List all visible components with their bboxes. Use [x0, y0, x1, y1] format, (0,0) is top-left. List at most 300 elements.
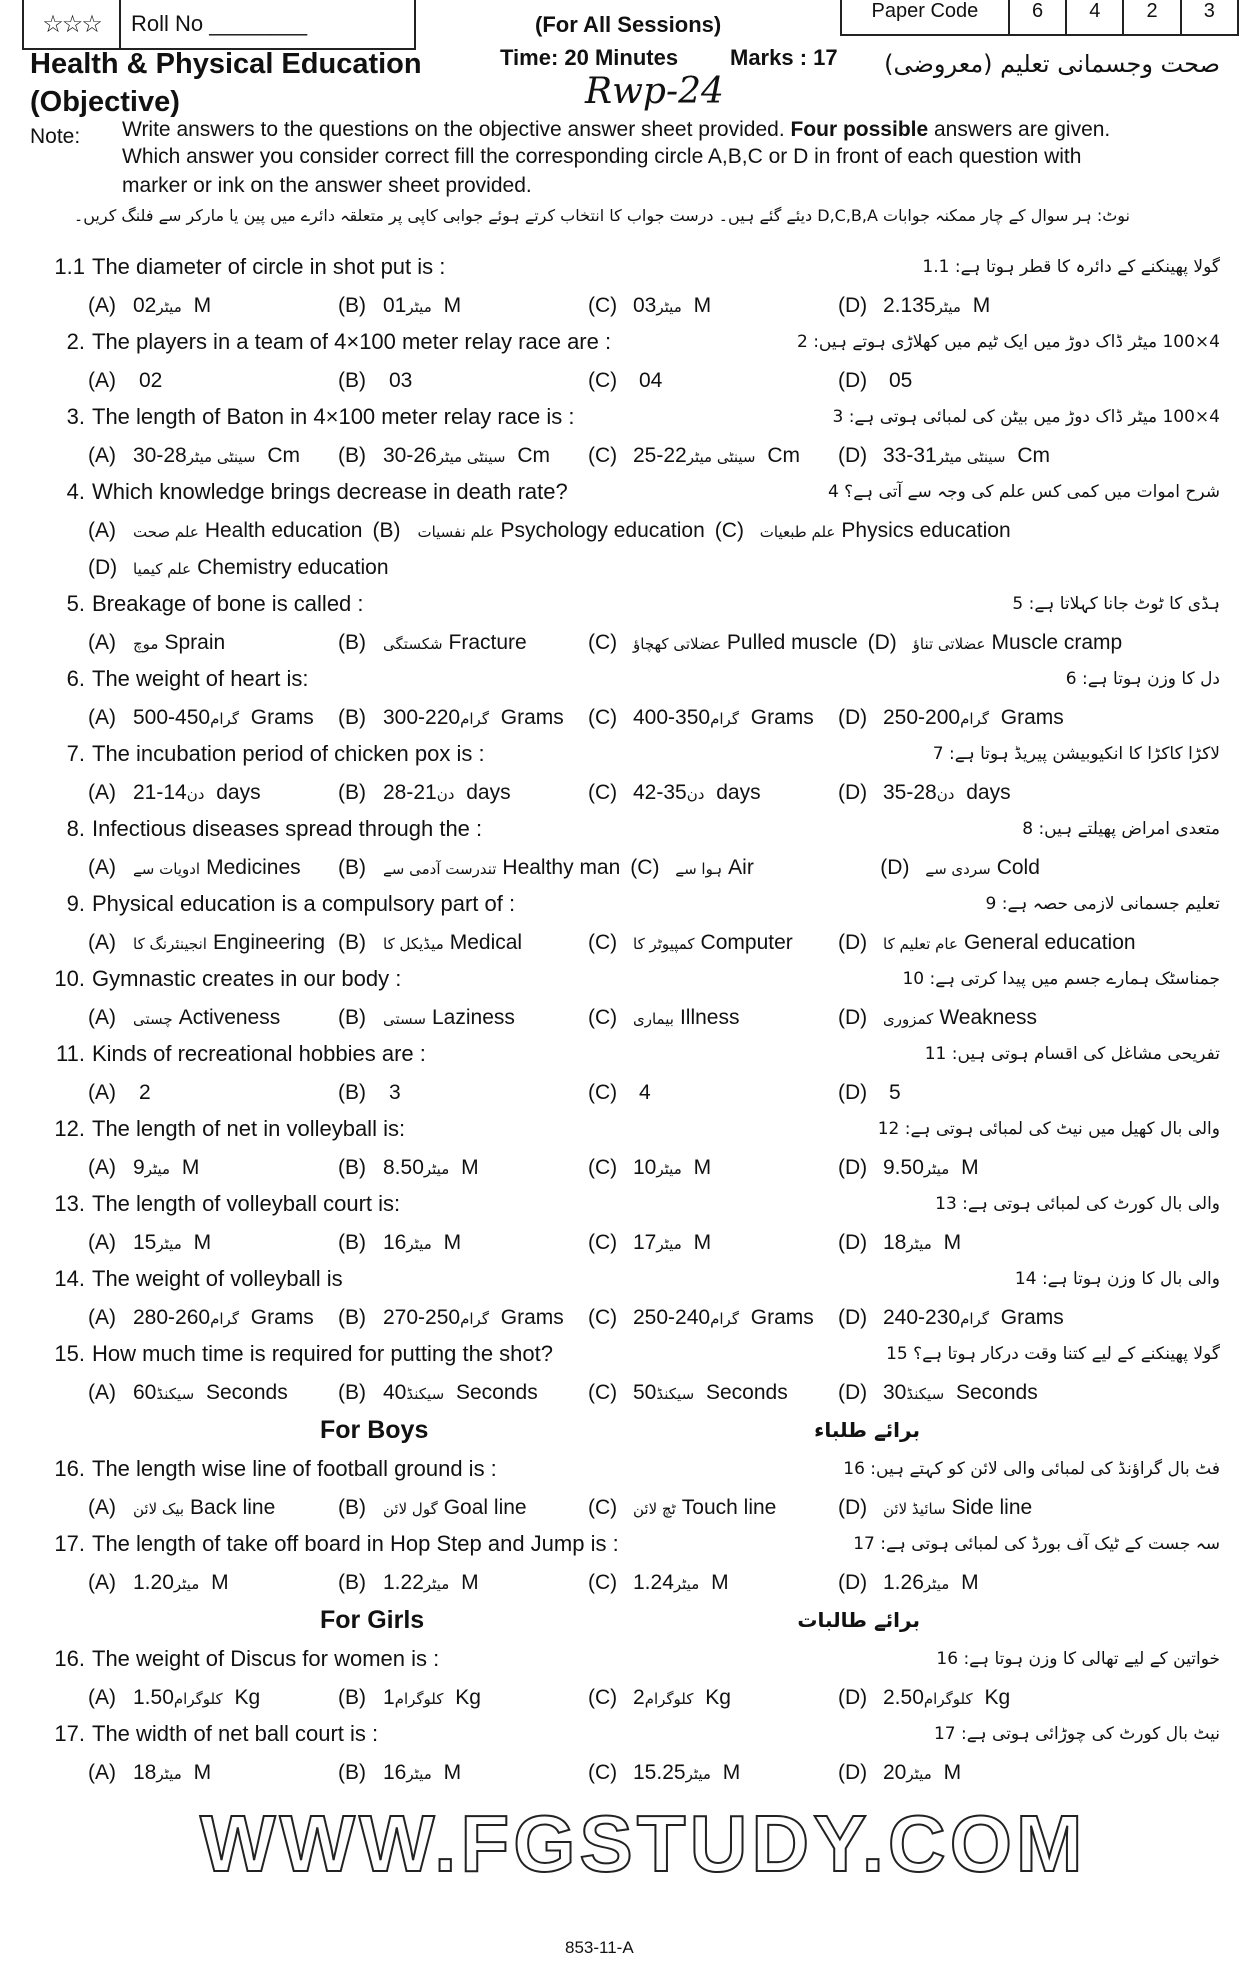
- options: [88, 1375, 1230, 1412]
- urdu-note: نوٹ: ہر سوال کے چار ممکنہ جوابات D,C,B,A دیئے گئے ہیں۔ درست جواب کا انتخاب کرتے ہوئے جوابی کاپی پر متعلقہ دائرے میں پین یا مارکر سے فلنگ کریں۔: [73, 206, 1130, 225]
- option-letter: (D): [838, 1381, 868, 1404]
- option-letter: (C): [588, 1306, 618, 1329]
- option-letter: (D): [838, 1496, 868, 1519]
- option-letter: (B): [338, 1231, 366, 1254]
- question-line: [0, 475, 1250, 513]
- option-text: Laziness: [431, 1006, 515, 1029]
- option: [338, 363, 578, 400]
- question-urdu: خواتین کے لیے تھالی کا وزن ہوتا ہے: 16: [936, 1649, 1220, 1669]
- option: [838, 1565, 1078, 1602]
- option-text: 250-270 Grams: [383, 1306, 564, 1329]
- option-urdu: میٹر: [906, 1765, 932, 1783]
- option-letter: (D): [838, 294, 868, 317]
- option-text: 220-300 Grams: [383, 706, 564, 729]
- option-urdu: میٹر: [156, 1235, 182, 1253]
- options: [88, 925, 1230, 962]
- option: [588, 1075, 828, 1112]
- option-text: 9.50 M: [883, 1156, 979, 1179]
- note-line-2: Which answer you consider correct fill the corresponding circle A,B,C or D in front of each question with: [122, 145, 1082, 168]
- option-text: 3: [389, 1081, 401, 1104]
- option-text: 04: [639, 369, 663, 392]
- option: [588, 1300, 828, 1337]
- paper-code-digit: 4: [1065, 0, 1122, 34]
- question-number: 16.: [54, 1456, 85, 1481]
- option-urdu: کلوگرام: [923, 1690, 973, 1708]
- question-line: [0, 325, 1250, 363]
- option-letter: (C): [588, 369, 618, 392]
- option-urdu: سینٹی میٹر: [686, 448, 756, 466]
- question-number: 1.1: [54, 254, 85, 279]
- option: [88, 363, 328, 400]
- option-urdu: سردی سے: [925, 860, 991, 878]
- option-text: Medicines: [206, 856, 301, 879]
- option: [88, 1565, 328, 1602]
- option-letter: (C): [588, 1156, 618, 1179]
- option: [838, 1075, 1078, 1112]
- question-number: 5.: [66, 591, 85, 616]
- options: [88, 850, 1230, 887]
- option-urdu: بیک لائن: [133, 1500, 185, 1518]
- question-text: The incubation period of chicken pox is :: [92, 741, 485, 766]
- option-urdu: میٹر: [156, 298, 182, 316]
- option-text: 26-30 Cm: [383, 444, 551, 467]
- option-text: Touch line: [681, 1496, 777, 1519]
- option: [838, 700, 1078, 737]
- option: [88, 550, 389, 587]
- section-urdu: برائے طالبات: [797, 1608, 920, 1632]
- question-urdu: متعدی امراض پھیلتے ہیں: 8: [1022, 819, 1220, 839]
- option-urdu: علم کیمیا: [133, 560, 192, 578]
- option-letter: (D): [838, 1006, 868, 1029]
- question-urdu: 4×100 میٹر ڈاک دوڑ میں ایک ٹیم میں کھلاڑی ہوتے ہیں: 2: [796, 332, 1220, 352]
- question-text: The width of net ball court is :: [92, 1721, 379, 1746]
- option-urdu: دن: [186, 785, 205, 803]
- option-text: Illness: [679, 1006, 740, 1029]
- question-text: Breakage of bone is called :: [92, 591, 364, 616]
- question-text: Which knowledge brings decrease in death rate?: [92, 479, 568, 504]
- option: [338, 1075, 578, 1112]
- option: [88, 1225, 328, 1262]
- urdu-title: صحت وجسمانی تعلیم (معروضی): [884, 50, 1220, 78]
- option-text: Fracture: [448, 631, 527, 654]
- question-number: 9.: [66, 891, 85, 916]
- question-text: The weight of Discus for women is :: [92, 1646, 440, 1671]
- option-urdu: میٹر: [673, 1575, 700, 1593]
- question-urdu: شرح اموات میں کمی کس علم کی وجہ سے آتی ہے؟ 4: [827, 482, 1220, 502]
- option-text: 10 M: [633, 1156, 712, 1179]
- options: [88, 1300, 1230, 1337]
- option-urdu: ٹچ لائن: [633, 1500, 676, 1518]
- option-text: 1.20 M: [133, 1571, 229, 1594]
- option: [88, 700, 328, 737]
- option-letter: (B): [372, 519, 401, 542]
- question-text: The diameter of circle in shot put is :: [92, 254, 446, 279]
- option-text: Chemistry education: [197, 556, 389, 579]
- question-urdu: گولا پھینکنے کے دائرہ کا قطر ہوتا ہے: 1.1: [922, 257, 1220, 277]
- option-urdu: میڈیکل کا: [383, 935, 444, 953]
- options: [88, 363, 1230, 400]
- option-letter: (B): [338, 1761, 366, 1784]
- option-text: 260-280 Grams: [133, 1306, 314, 1329]
- question-line: [0, 250, 1250, 288]
- page-subtitle: (Objective): [30, 86, 180, 118]
- option-urdu: میٹر: [423, 1160, 450, 1178]
- option-text: 2: [139, 1081, 151, 1104]
- option-urdu: میٹر: [685, 1765, 711, 1783]
- watermark: WWW.FGSTUDY.COM: [200, 1799, 1087, 1888]
- option-urdu: دن: [686, 785, 705, 803]
- option-text: Side line: [951, 1496, 1033, 1519]
- option: [338, 1375, 578, 1412]
- section-title: For Girls: [320, 1606, 425, 1634]
- option: [338, 438, 578, 475]
- question: [0, 887, 1250, 962]
- question-number: 8.: [66, 816, 85, 841]
- option-urdu: کلوگرام: [173, 1690, 223, 1708]
- option-letter: (B): [338, 1081, 366, 1104]
- options: [88, 700, 1230, 737]
- option-text: Muscle cramp: [991, 631, 1123, 654]
- option-letter: (A): [88, 781, 116, 804]
- option-text: 15.25 M: [633, 1761, 741, 1784]
- option-text: Weakness: [939, 1006, 1037, 1029]
- question-line: [0, 1642, 1250, 1680]
- question-number: 17.: [54, 1531, 85, 1556]
- option: [838, 1680, 1078, 1717]
- options: [88, 625, 1230, 662]
- option-text: 50 Seconds: [633, 1381, 788, 1404]
- question-text: The weight of heart is:: [92, 666, 309, 691]
- option: [715, 513, 1011, 550]
- option-text: 31-33 Cm: [883, 444, 1051, 467]
- option-text: 14-21 days: [133, 781, 261, 804]
- option: [88, 1680, 328, 1717]
- option-text: 21-28 days: [383, 781, 511, 804]
- option-letter: (C): [588, 294, 618, 317]
- option-letter: (B): [338, 706, 366, 729]
- question: [0, 812, 1250, 887]
- option-text: 01 M: [383, 294, 462, 317]
- question: [0, 587, 1250, 662]
- question-text: Gymnastic creates in our body :: [92, 966, 402, 991]
- option-text: 02: [139, 369, 163, 392]
- question-number: 13.: [54, 1191, 85, 1216]
- option-text: 9 M: [133, 1156, 200, 1179]
- question-line: [0, 737, 1250, 775]
- question-urdu: 4×100 میٹر ڈاک دوڑ میں بیٹن کی لمبائی ہوتی ہے: 3: [832, 407, 1220, 427]
- option-text: Activeness: [178, 1006, 281, 1029]
- option: [88, 513, 362, 550]
- option-urdu: میٹر: [906, 1235, 932, 1253]
- option-urdu: گرام: [210, 1310, 239, 1328]
- question-text: Physical education is a compulsory part of :: [92, 891, 516, 916]
- question: [0, 1717, 1250, 1792]
- option-urdu: ہوا سے: [675, 860, 723, 878]
- option: [338, 1225, 578, 1262]
- question: [0, 250, 1250, 325]
- question: [0, 1037, 1250, 1112]
- option: [88, 1300, 328, 1337]
- option: [338, 1565, 578, 1602]
- option: [88, 1490, 328, 1527]
- option: [588, 1150, 828, 1187]
- option: [838, 1300, 1078, 1337]
- option-letter: (D): [867, 631, 897, 654]
- question-text: How much time is required for putting the shot?: [92, 1341, 554, 1366]
- option: [88, 438, 328, 475]
- option-urdu: سیکنڈ: [406, 1385, 445, 1403]
- option-letter: (B): [338, 781, 366, 804]
- option-text: Computer: [700, 931, 793, 954]
- option-letter: (A): [88, 519, 116, 542]
- paper-code-label: Paper Code: [871, 0, 979, 22]
- option: [338, 925, 578, 962]
- option-urdu: عضلاتی تناؤ: [912, 635, 986, 653]
- option-letter: (C): [588, 706, 618, 729]
- option-letter: (A): [88, 1156, 116, 1179]
- option-letter: (D): [838, 1306, 868, 1329]
- option-text: 16 M: [383, 1231, 462, 1254]
- option-text: Cold: [996, 856, 1040, 879]
- option-letter: (A): [88, 444, 116, 467]
- question-urdu: فٹ بال گراؤنڈ کی لمبائی والی لائن کو کہتے ہیں: 16: [843, 1459, 1220, 1479]
- option-letter: (B): [338, 1686, 366, 1709]
- question-number: 7.: [66, 741, 85, 766]
- option-text: Sprain: [164, 631, 226, 654]
- options: [88, 1150, 1230, 1187]
- option-letter: (D): [838, 1761, 868, 1784]
- option-urdu: گول لائن: [383, 1500, 438, 1518]
- option-urdu: میٹر: [923, 1160, 950, 1178]
- question: [0, 475, 1250, 587]
- option: [88, 850, 328, 887]
- paper-code-box: [840, 0, 1239, 36]
- question-line: [0, 1037, 1250, 1075]
- question-urdu: تعلیم جسمانی لازمی حصہ ہے: 9: [985, 894, 1220, 914]
- section-heading-boys: [0, 1412, 1250, 1452]
- option-letter: (D): [838, 1231, 868, 1254]
- section-title: For Boys: [320, 1416, 429, 1444]
- option: [838, 438, 1078, 475]
- option: [588, 625, 858, 662]
- section-heading-girls: [0, 1602, 1250, 1642]
- option: [88, 1150, 328, 1187]
- option-text: Psychology education: [500, 519, 705, 542]
- option-letter: (D): [838, 1571, 868, 1594]
- question-urdu: دل کا وزن ہوتا ہے: 6: [1065, 669, 1220, 689]
- option: [880, 850, 1120, 887]
- handwritten-code: Rwp-24: [585, 71, 724, 112]
- option-urdu: میٹر: [173, 1575, 200, 1593]
- option: [588, 1375, 828, 1412]
- options: [88, 1490, 1230, 1527]
- option-urdu: علم صحت: [133, 523, 199, 541]
- option-text: 4: [639, 1081, 651, 1104]
- option-text: 1.50 Kg: [133, 1686, 261, 1709]
- option: [838, 1490, 1078, 1527]
- question-text: The length of take off board in Hop Step and Jump is :: [92, 1531, 619, 1556]
- option-text: 5: [889, 1081, 901, 1104]
- option-letter: (C): [588, 1381, 618, 1404]
- question-text: The players in a team of 4×100 meter relay race are :: [92, 329, 612, 354]
- option-urdu: موچ: [133, 635, 159, 653]
- option-urdu: سیکنڈ: [906, 1385, 945, 1403]
- option-text: 2 Kg: [633, 1686, 731, 1709]
- option: [588, 775, 828, 812]
- option-text: 1.24 M: [633, 1571, 729, 1594]
- option-letter: (D): [880, 856, 910, 879]
- option-text: 35-42 days: [633, 781, 761, 804]
- option: [588, 925, 828, 962]
- options: [88, 1225, 1230, 1262]
- option-urdu: کلوگرام: [644, 1690, 694, 1708]
- option: [588, 1565, 828, 1602]
- note-text: Write answers to the questions on the objective answer sheet provided.: [122, 118, 791, 141]
- option-text: 05: [889, 369, 913, 392]
- option-urdu: گرام: [710, 1310, 739, 1328]
- option-urdu: چستی: [133, 1010, 173, 1028]
- note-text: answers are given.: [928, 118, 1111, 141]
- option-urdu: میٹر: [406, 1765, 432, 1783]
- question: [0, 1262, 1250, 1337]
- paper-code-digit: 6: [1008, 0, 1065, 34]
- option-urdu: عام تعلیم کا: [883, 935, 958, 953]
- marks: Marks : 17: [730, 45, 838, 70]
- option-letter: (B): [338, 1381, 366, 1404]
- option-urdu: گرام: [960, 710, 989, 728]
- footer-code: 853-11-A: [565, 1938, 634, 1957]
- option-text: 200-250 Grams: [883, 706, 1064, 729]
- question-urdu: گولا پھینکنے کے لیے کتنا وقت درکار ہوتا ہے؟ 15: [886, 1344, 1220, 1364]
- question-line: [0, 400, 1250, 438]
- option: [588, 1490, 828, 1527]
- option-text: 240-250 Grams: [633, 1306, 814, 1329]
- question-line: [0, 812, 1250, 850]
- option-letter: (D): [838, 369, 868, 392]
- option-urdu: سیکنڈ: [156, 1385, 195, 1403]
- note-bold: Four possible: [790, 118, 929, 141]
- option: [338, 288, 578, 325]
- option-urdu: کلوگرام: [394, 1690, 444, 1708]
- note-label: Note:: [30, 125, 81, 148]
- option-urdu: میٹر: [935, 298, 961, 316]
- option-urdu: کمپیوٹر کا: [633, 935, 695, 953]
- option-letter: (A): [88, 1381, 116, 1404]
- option-letter: (C): [714, 519, 744, 542]
- question-line: [0, 1452, 1250, 1490]
- option-letter: (A): [88, 856, 116, 879]
- option-text: 8.50 M: [383, 1156, 479, 1179]
- options: [88, 288, 1230, 325]
- option-text: 350-400 Grams: [633, 706, 814, 729]
- option-letter: (C): [588, 781, 618, 804]
- option-text: 18 M: [883, 1231, 962, 1254]
- option: [338, 1150, 578, 1187]
- option-letter: (A): [88, 1686, 116, 1709]
- option-text: 15 M: [133, 1231, 212, 1254]
- option-text: Pulled muscle: [726, 631, 858, 654]
- option-text: 1 Kg: [383, 1686, 481, 1709]
- option-text: 1.22 M: [383, 1571, 479, 1594]
- option-letter: (B): [338, 631, 366, 654]
- option-letter: (C): [588, 631, 618, 654]
- question-text: The length of Baton in 4×100 meter relay race is :: [92, 404, 575, 429]
- question-urdu: والی بال کورٹ کی لمبائی ہوتی ہے: 13: [935, 1194, 1220, 1214]
- option-letter: (A): [88, 1006, 116, 1029]
- option-urdu: دن: [436, 785, 455, 803]
- option-text: 2.50 Kg: [883, 1686, 1011, 1709]
- question: [0, 1642, 1250, 1717]
- question-line: [0, 1717, 1250, 1755]
- note-line-1: [122, 118, 1110, 142]
- option-text: 03 M: [633, 294, 712, 317]
- question-number: 2.: [66, 329, 85, 354]
- question-number: 15.: [54, 1341, 85, 1366]
- question: [0, 325, 1250, 400]
- option: [338, 1000, 578, 1037]
- option-urdu: سینٹی میٹر: [436, 448, 506, 466]
- option-urdu: سستی: [383, 1010, 426, 1028]
- option-urdu: گرام: [210, 710, 239, 728]
- option-letter: (C): [588, 1006, 618, 1029]
- option-letter: (B): [338, 1306, 366, 1329]
- option-letter: (A): [88, 1306, 116, 1329]
- option-text: 30 Seconds: [883, 1381, 1038, 1404]
- option-urdu: تندرست آدمی سے: [383, 860, 497, 878]
- options: [88, 1680, 1230, 1717]
- option: [588, 700, 828, 737]
- option: [588, 1225, 828, 1262]
- question: [0, 1112, 1250, 1187]
- option-urdu: گرام: [460, 710, 489, 728]
- option-text: 40 Seconds: [383, 1381, 538, 1404]
- option: [338, 1755, 578, 1792]
- option-text: Back line: [190, 1496, 276, 1519]
- option-urdu: گرام: [710, 710, 739, 728]
- section-urdu: برائے طلباء: [814, 1418, 920, 1442]
- question-number: 6.: [66, 666, 85, 691]
- question-text: The weight of volleyball is: [92, 1266, 343, 1291]
- options: [88, 1755, 1230, 1792]
- option-letter: (D): [838, 706, 868, 729]
- option: [630, 850, 870, 887]
- option-urdu: گرام: [460, 1310, 489, 1328]
- option-text: Air: [728, 856, 754, 879]
- question-line: [0, 1187, 1250, 1225]
- option: [838, 288, 1078, 325]
- option-letter: (C): [588, 1081, 618, 1104]
- option-letter: (A): [88, 631, 116, 654]
- option-urdu: میٹر: [656, 1160, 682, 1178]
- options: [88, 1565, 1230, 1602]
- option-letter: (A): [88, 1081, 116, 1104]
- question: [0, 962, 1250, 1037]
- question-urdu: نیٹ بال کورٹ کی چوڑائی ہوتی ہے: 17: [933, 1724, 1220, 1744]
- option-letter: (A): [88, 1761, 116, 1784]
- option-letter: (A): [88, 706, 116, 729]
- question-line: [0, 1337, 1250, 1375]
- option: [338, 1300, 578, 1337]
- option-text: Healthy man: [502, 856, 621, 879]
- option-text: 03: [389, 369, 413, 392]
- option-letter: (B): [338, 444, 366, 467]
- option-urdu: میٹر: [423, 1575, 450, 1593]
- option-urdu: میٹر: [656, 298, 682, 316]
- question-urdu: ہڈی کا ٹوٹ جانا کہلاتا ہے: 5: [1012, 594, 1220, 614]
- option-text: Health education: [204, 519, 363, 542]
- question-urdu: جمناسٹک ہمارے جسم میں پیدا کرتی ہے: 10: [902, 969, 1220, 989]
- option-text: 1.26 M: [883, 1571, 979, 1594]
